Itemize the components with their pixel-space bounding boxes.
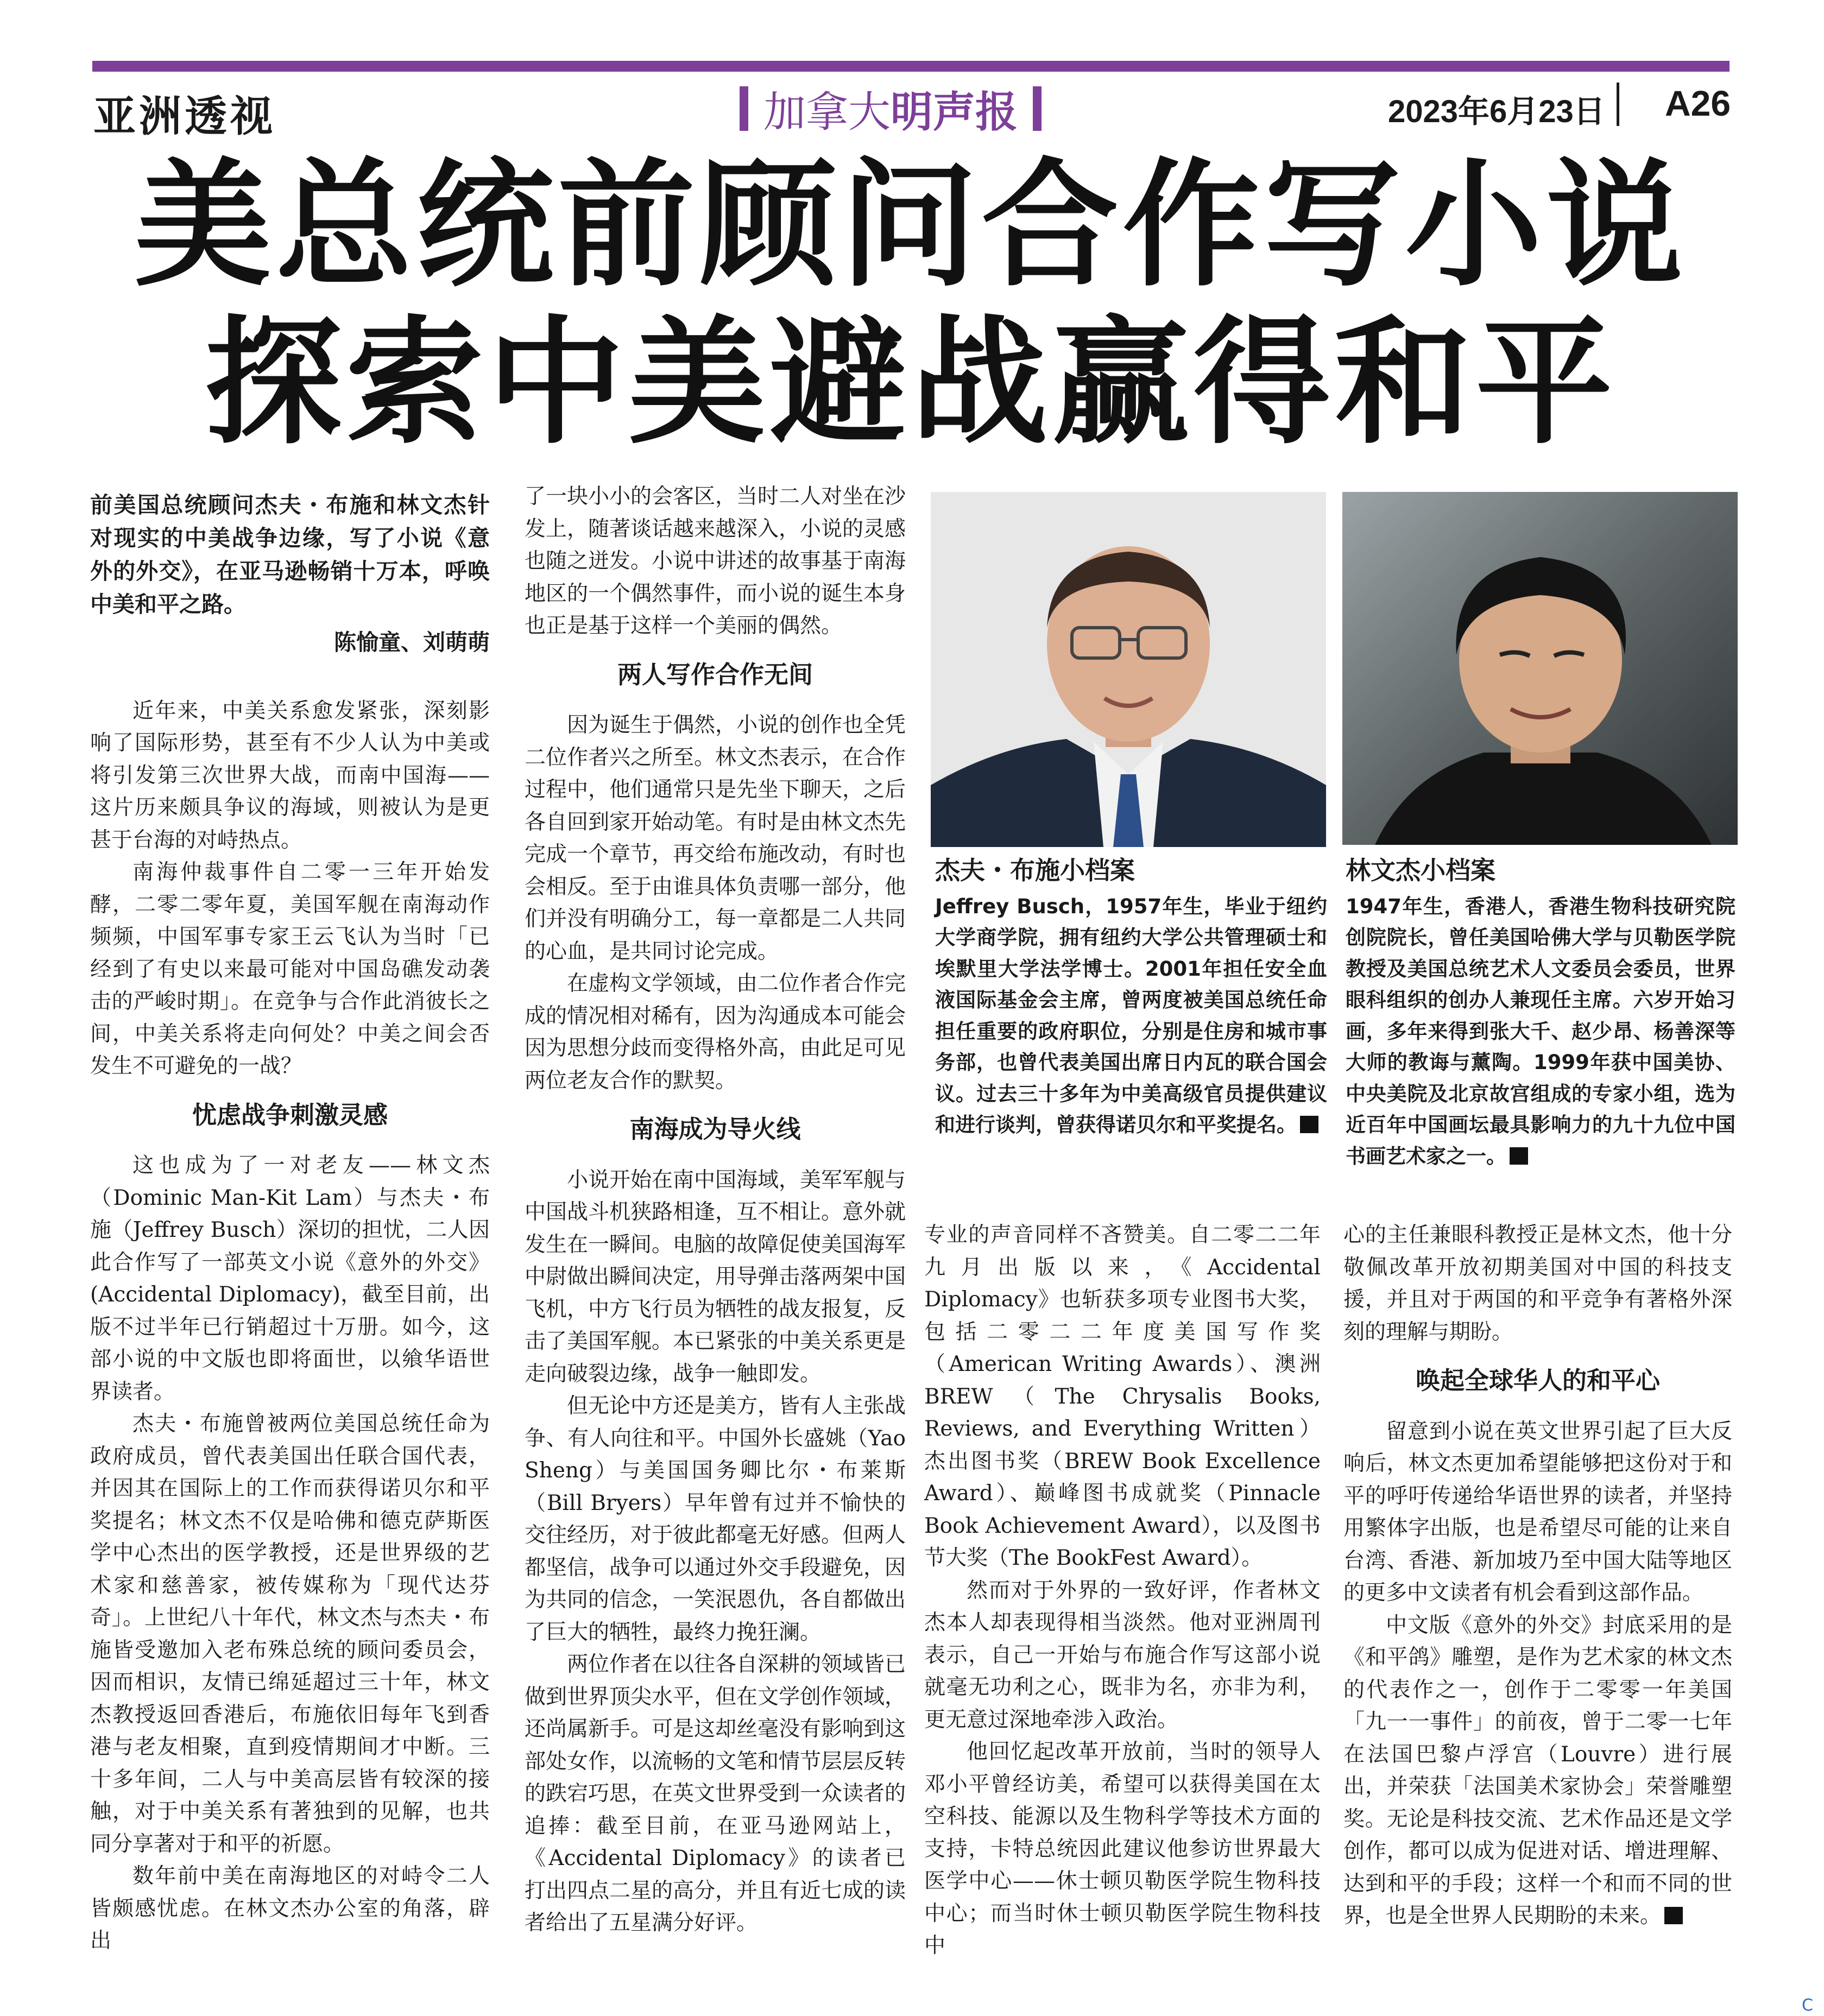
paragraph: 中文版《意外的外交》封底采用的是《和平鸽》雕塑，是作为艺术家的林文杰的代表作之一，创作于二零零一年美国「九一一事件」的前夜，曾于二零一七年在法国巴黎卢浮宫（Louvre）进行展出，并荣获「法国美术家协会」荣誉雕塑奖。无论是科技交流、艺术作品还是文学创作，都可以成为促进对话、增进理解、达到和平的手段；这样一个和而不同的世界，也是全世界人民期盼的未来。: [1343, 1613, 1732, 1928]
article-column-4: [1343, 1219, 1732, 1932]
subheading: 忧虑战争刺激灵感: [192, 1100, 388, 1129]
photo-jeffrey-busch: [931, 492, 1326, 847]
profile-text: 1947年生，香港人，香港生物科技研究院创院院长，曾任美国哈佛大学与贝勒医学院教授及美国总统艺术人文委员会委员，世界眼科组织的创办人兼现任主席。六岁开始习画，多年来得到张大千、赵少昂、杨善深等大师的教诲与薰陶。1999年获中国美协、中央美院及北京故宫组成的专家小组，选为近百年中国画坛最具影响力的九十九位中国书画艺术家之一。: [1346, 894, 1735, 1168]
photo-dominic-lam: [1342, 492, 1738, 845]
masthead-bar-right: [1033, 86, 1042, 131]
subheading: 两人写作合作无间: [617, 660, 813, 689]
profile-title: 杰夫・布施小档案: [935, 856, 1135, 885]
paragraph: 心的主任兼眼科教授正是林文杰，他十分敬佩改革开放初期美国对中国的科技支援，并且对于两国的和平竞争有著格外深刻的理解与期盼。: [1343, 1223, 1732, 1344]
paragraph: 在虚构文学领域，由二位作者合作完成的情况相对稀有，因为沟通成本可能会因为思想分歧而变得格外高，由此足可见两位老友合作的默契。: [525, 971, 906, 1093]
paragraph: 小说开始在南中国海域，美军军舰与中国战斗机狭路相逢，互不相让。意外就发生在一瞬间。电脑的故障促使美国海军中尉做出瞬间决定，用导弹击落两架中国飞机，中方飞行员为牺牲的战友报复，反击了美国军舰。本已紧张的中美关系更是走向破裂边缘，战争一触即发。: [525, 1167, 906, 1386]
profile-title: 林文杰小档案: [1346, 856, 1495, 885]
paragraph: 了一块小小的会客区，当时二人对坐在沙发上，随著谈话越来越深入，小说的灵感也随之迸发。小说中讲述的故事基于南海地区的一个偶然事件，而小说的诞生本身也正是基于这样一个美丽的偶然。: [525, 484, 906, 638]
end-mark-icon: [1300, 1116, 1318, 1133]
lede: 前美国总统顾问杰夫・布施和林文杰针对现实的中美战争边缘，写了小说《意外的外交》，在亚马逊畅销十万本，呼唤中美和平之路。: [90, 492, 490, 617]
paragraph: 然而对于外界的一致好评，作者林文杰本人却表现得相当淡然。他对亚洲周刊表示，自己一开始与布施合作写这部小说就毫无功利之心，既非为名，亦非为利，更无意过深地牵涉入政治。: [924, 1578, 1321, 1732]
paragraph: 留意到小说在英文世界引起了巨大反响后，林文杰更加希望能够把这份对于和平的呼吁传递给华语世界的读者，并坚持用繁体字出版，也是希望尽可能的让来自台湾、香港、新加坡乃至中国大陆等地区的更多中文读者有机会看到这部作品。: [1343, 1419, 1732, 1605]
paragraph: 近年来，中美关系愈发紧张，深刻影响了国际形势，甚至有不少人认为中美或将引发第三次世界大战，而南中国海——这片历来颇具争议的海域，则被认为是更甚于台海的对峙热点。: [90, 698, 490, 852]
profile-busch: [935, 855, 1327, 1141]
paragraph: 杰夫・布施曾被两位美国总统任命为政府成员，曾代表美国出任联合国代表，并因其在国际上的工作而获得诺贝尔和平奖提名；林文杰不仅是哈佛和德克萨斯医学中心杰出的医学教授，还是世界级的艺术家和慈善家，被传媒称为「现代达芬奇」。上世纪八十年代，林文杰与杰夫・布施皆受邀加入老布殊总统的顾问委员会，因而相识，友情已绵延超过三十年，林文杰教授返回香港后，布施依旧每年飞到香港与老友相聚，直到疫情期间才中断。三十多年间，二人与中美高层皆有较深的接触，对于中美关系有著独到的见解，也共同分享著对于和平的祈愿。: [90, 1412, 490, 1856]
masthead-bar-left: [740, 86, 748, 131]
byline: 陈愉童、刘萌萌: [334, 629, 490, 655]
subheading: 唤起全球华人的和平心: [1415, 1366, 1660, 1395]
top-rule: [92, 61, 1730, 72]
issue-date: 2023年6月23日: [1388, 94, 1605, 129]
headline-line-2: 探索中美避战赢得和平: [205, 304, 1617, 463]
page-number: A26: [1665, 83, 1731, 123]
paragraph: 因为诞生于偶然，小说的创作也全凭二位作者兴之所至。林文杰表示，在合作过程中，他们通常只是先坐下聊天，之后各自回到家开始动笔。有时是由林文杰先完成一个章节，再交给布施改动，有时也会相反。至于由谁具体负责哪一部分，他们并没有明确分工，每一章都是二人共同的心血，是共同讨论完成。: [525, 713, 906, 964]
section-label: 亚洲透视: [93, 92, 276, 141]
paragraph: 两位作者在以往各自深耕的领域皆已做到世界顶尖水平，但在文学创作领域，还尚属新手。可是这却丝毫没有影响到这部处女作，以流畅的文笔和情节层层反转的跌宕巧思，在英文世界受到一众读者的追捧：截至目前，在亚马逊网站上，《Accidental Diplomacy》的读者已打出四点二星的高分，并且有近七成的读者给出了五星满分好评。: [525, 1652, 906, 1935]
portrait-illustration: [1342, 492, 1738, 845]
article-column-2: [525, 481, 906, 1939]
paragraph: 他回忆起改革开放前，当时的领导人邓小平曾经访美，希望可以获得美国在太空科技、能源以及生物科学等技术方面的支持，卡特总统因此建议他参访世界最大医学中心——休士顿贝勒医学院生物科技中心；而当时休士顿贝勒医学院生物科技中: [924, 1740, 1321, 1958]
portrait-illustration: [931, 492, 1326, 847]
end-mark-icon: [1664, 1907, 1683, 1924]
paper-name: 加拿大明声报: [763, 88, 1018, 137]
paragraph: 这也成为了一对老友——林文杰（Dominic Man-Kit Lam）与杰夫・布施（Jeffrey Busch）深切的担忧，二人因此合作写了一部英文小说《意外的外交》(Accidental Diplomacy)，截至目前，出版不过半年已行销超过十万册。如今，这部小说的中文版也即将面世，以飨华语世界读者。: [90, 1153, 490, 1404]
masthead: [740, 81, 1042, 136]
article-column-1: [90, 489, 490, 1957]
paragraph: 南海仲裁事件自二零一三年开始发酵，二零二零年夏，美国军舰在南海动作频频，中国军事专家王云飞认为当时「已经到了有史以来最可能对中国岛礁发动袭击的严峻时期」。在竞争与合作此消彼长之间，中美关系将走向何处？中美之间会否发生不可避免的一战？: [90, 860, 490, 1078]
profile-lam: [1346, 855, 1735, 1172]
article-column-3: [924, 1219, 1321, 1962]
end-mark-icon: [1510, 1147, 1528, 1165]
corner-mark: C: [1802, 1996, 1813, 2015]
paragraph: 数年前中美在南海地区的对峙令二人皆颇感忧虑。在林文杰办公室的角落，辟出: [90, 1864, 490, 1953]
date-divider: [1617, 83, 1619, 126]
headline-line-1: 美总统前顾问合作写小说: [134, 146, 1688, 305]
paragraph: 但无论中方还是美方，皆有人主张战争、有人向往和平。中国外长盛姚（Yao Sheng）与美国国务卿比尔・布莱斯（Bill Bryers）早年曾有过并不愉快的交往经历，对于彼此都毫无好感。但两人都坚信，战争可以通过外交手段避免，因为共同的信念，一笑泯恩仇，各自都做出了巨大的牺牲，最终力挽狂澜。: [525, 1394, 906, 1645]
subheading: 南海成为导火线: [629, 1115, 801, 1143]
profile-text: Jeffrey Busch，1957年生，毕业于纽约大学商学院，拥有纽约大学公共管理硕士和埃默里大学法学博士。2001年担任安全血液国际基金会主席，曾两度被美国总统任命担任重要的政府职位，分别是住房和城市事务部，也曾代表美国出席日内瓦的联合国会议。过去三十多年为中美高级官员提供建议和进行谈判，曾获得诺贝尔和平奖提名。: [935, 894, 1327, 1136]
paragraph: 专业的声音同样不吝赞美。自二零二二年九月出版以来，《Accidental Diplomacy》也斩获多项专业图书大奖，包括二零二二年度美国写作奖（American Writing Awards）、澳洲BREW（The Chrysalis Books, Reviews, and Everything Written）杰出图书奖（BREW Book Excellence Award）、巅峰图书成就奖（Pinnacle Book Achievement Award），以及图书节大奖（The BookFest Award）。: [924, 1223, 1321, 1570]
